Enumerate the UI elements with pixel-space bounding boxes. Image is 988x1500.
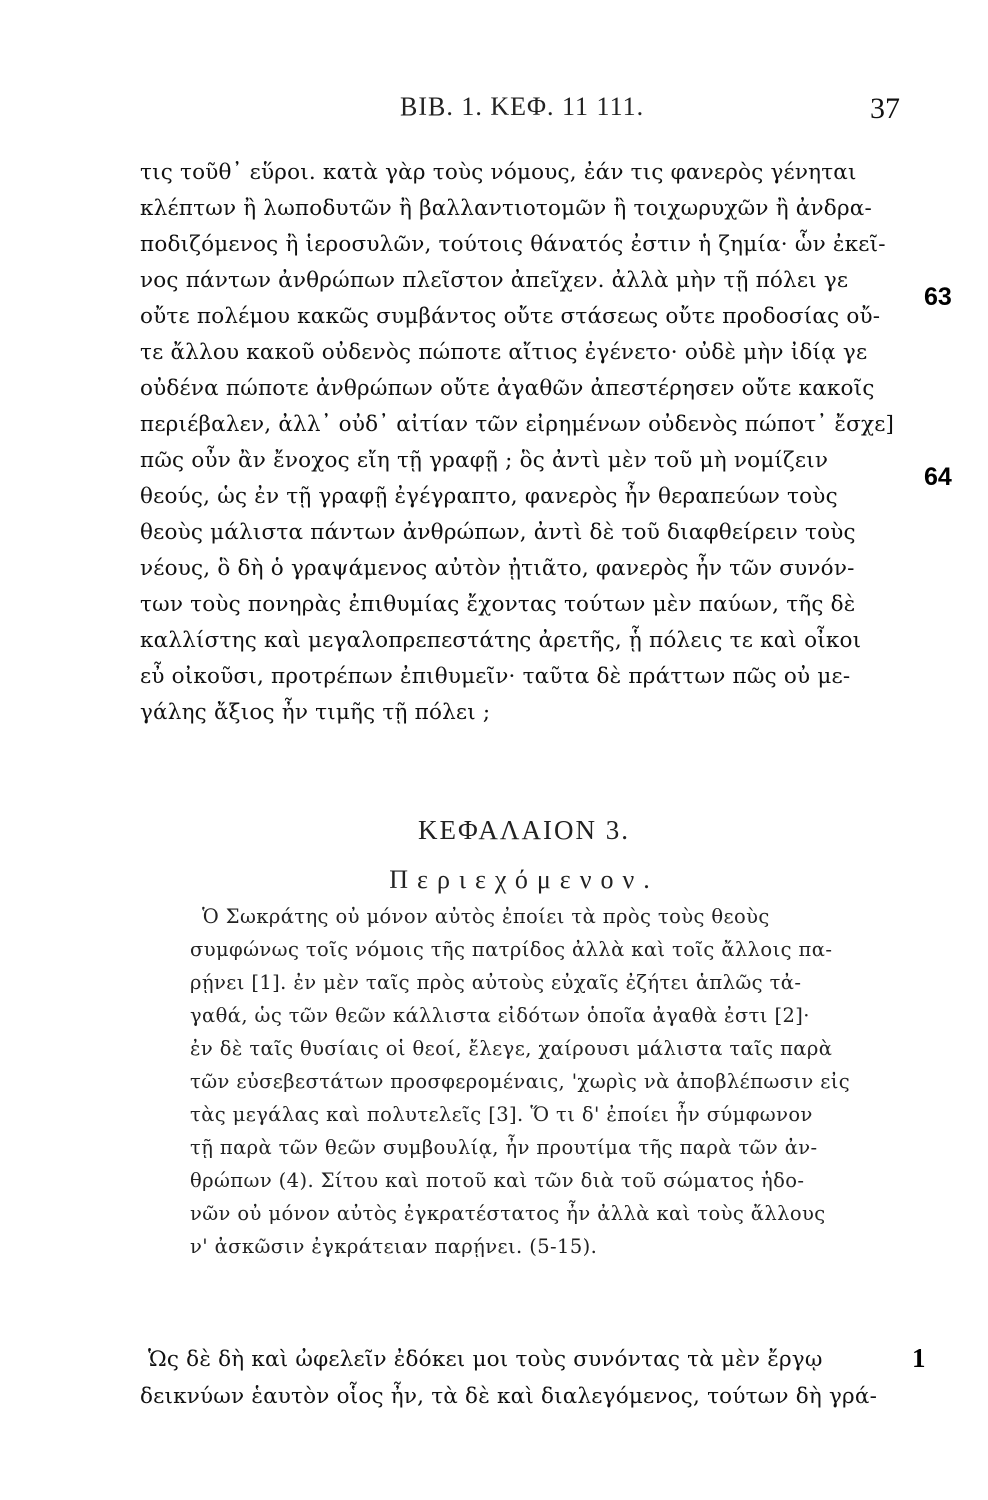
- page-number: 37: [870, 92, 900, 125]
- text-line: θεοὺς μάλιστα πάντων ἀνθρώπων, ἀντὶ δὲ τοῦ διαφθείρειν τοὺς: [140, 520, 856, 545]
- summary-line: ρῄνει [1]. ἐν μὲν ταῖς πρὸς αὐτοὺς εὐχαῖς ἐζήτει ἁπλῶς τἀ-: [190, 971, 802, 994]
- summary-line: ἐν δὲ ταῖς θυσίαις οἱ θεοί, ἔλεγε, χαίρουσι μάλιστα ταῖς παρὰ: [190, 1037, 833, 1060]
- summary-title: Περιεχόμενον.: [389, 865, 659, 894]
- text-line: τις τοῦθ᾽ εὕροι. κατὰ γὰρ τοὺς νόμους, ἐάν τις φανερὸς γένηται: [140, 160, 857, 185]
- summary-line: γαθά, ὡς τῶν θεῶν κάλλιστα εἰδότων ὁποῖα ἀγαθὰ ἐστι [2]·: [190, 1004, 810, 1027]
- summary-line: νῶν οὐ μόνον αὐτὸς ἐγκρατέστατος ἦν ἀλλὰ καὶ τοὺς ἄλλους: [190, 1202, 826, 1225]
- text-line: θεούς, ὡς ἐν τῇ γραφῇ ἐγέγραπτο, φανερὸς ἦν θεραπεύων τοὺς: [140, 484, 838, 509]
- text-line: οὔτε πολέμου κακῶς συμβάντος οὔτε στάσεως οὔτε προδοσίας οὔ-: [140, 304, 881, 329]
- text-line: οὐδένα πώποτε ἀνθρώπων οὔτε ἀγαθῶν ἀπεστέρησεν οὔτε κακοῖς: [140, 376, 875, 401]
- text-line: εὖ οἰκοῦσι, προτρέπων ἐπιθυμεῖν· ταῦτα δὲ πράττων πῶς οὐ με-: [140, 664, 851, 689]
- text-line: καλλίστης καὶ μεγαλοπρεπεστάτης ἀρετῆς, ᾗ πόλεις τε καὶ οἶκοι: [140, 628, 862, 653]
- summary-line: Ὁ Σωκράτης οὐ μόνον αὐτὸς ἐποίει τὰ πρὸς τοὺς θεοὺς: [202, 905, 770, 928]
- text-line: κλέπτων ἢ λωποδυτῶν ἢ βαλλαντιοτομῶν ἢ τοιχωρυχῶν ἢ ἀνδρα-: [140, 196, 872, 221]
- text-line: δεικνύων ἑαυτὸν οἷος ἦν, τὰ δὲ καὶ διαλεγόμενος, τούτων δὴ γρά-: [140, 1384, 878, 1409]
- summary-line: ν' ἀσκῶσιν ἐγκράτειαν παρῄνει. (5-15).: [190, 1235, 598, 1258]
- summary-line: συμφώνως τοῖς νόμοις τῆς πατρίδος ἀλλὰ καὶ τοῖς ἄλλοις πα-: [190, 938, 833, 961]
- summary-line: θρώπων (4). Σίτου καὶ ποτοῦ καὶ τῶν διὰ τοῦ σώματος ἡδο-: [190, 1169, 805, 1192]
- page-header: [0, 92, 988, 132]
- text-line: των τοὺς πονηρὰς ἐπιθυμίας ἔχοντας τούτων μὲν παύων, τῆς δὲ: [140, 592, 856, 617]
- text-line: νέους, ὃ δὴ ὁ γραψάμενος αὐτὸν ᾐτιᾶτο, φανερὸς ἦν τῶν συνόν-: [140, 556, 855, 581]
- text-line: τε ἄλλου κακοῦ οὐδενὸς πώποτε αἴτιος ἐγένετο· οὐδὲ μὴν ἰδίᾳ γε: [140, 340, 868, 365]
- text-line: περιέβαλεν, ἀλλ᾽ οὐδ᾽ αἰτίαν τῶν εἰρημένων οὐδενὸς πώποτ᾽ ἔσχε]: [140, 412, 895, 437]
- margin-section-number: 64: [924, 463, 952, 491]
- text-line: Ὡς δὲ δὴ καὶ ὠφελεῖν ἐδόκει μοι τοὺς συνόντας τὰ μὲν ἔργῳ: [148, 1347, 823, 1372]
- summary-line: τὰς μεγάλας καὶ πολυτελεῖς [3]. Ὅ τι δ' ἐποίει ἦν σύμφωνον: [190, 1103, 813, 1126]
- text-line: ποδιζόμενος ἢ ἱεροσυλῶν, τούτοις θάνατός ἐστιν ἡ ζημία· ὧν ἐκεῖ-: [140, 232, 886, 257]
- text-line: γάλης ἄξιος ἦν τιμῆς τῇ πόλει ;: [140, 700, 491, 725]
- running-head: ΒΙΒ. 1. ΚΕΦ. 11 111.: [400, 92, 645, 121]
- summary-line: τῶν εὐσεβεστάτων προσφερομέναις, 'χωρὶς νὰ ἀποβλέπωσιν εἰς: [190, 1070, 851, 1093]
- chapter-title: ΚΕΦΑΛΑΙΟΝ 3.: [418, 815, 630, 845]
- margin-section-number: 1: [912, 1343, 926, 1373]
- text-line: πῶς οὖν ἂν ἔνοχος εἴη τῇ γραφῇ ; ὃς ἀντὶ μὲν τοῦ μὴ νομίζειν: [140, 448, 829, 473]
- text-line: νος πάντων ἀνθρώπων πλεῖστον ἀπεῖχεν. ἀλλὰ μὴν τῇ πόλει γε: [140, 268, 849, 293]
- margin-section-number: 63: [924, 283, 952, 311]
- summary-line: τῇ παρὰ τῶν θεῶν συμβουλίᾳ, ἦν προυτίμα τῆς παρὰ τῶν ἀν-: [190, 1136, 818, 1159]
